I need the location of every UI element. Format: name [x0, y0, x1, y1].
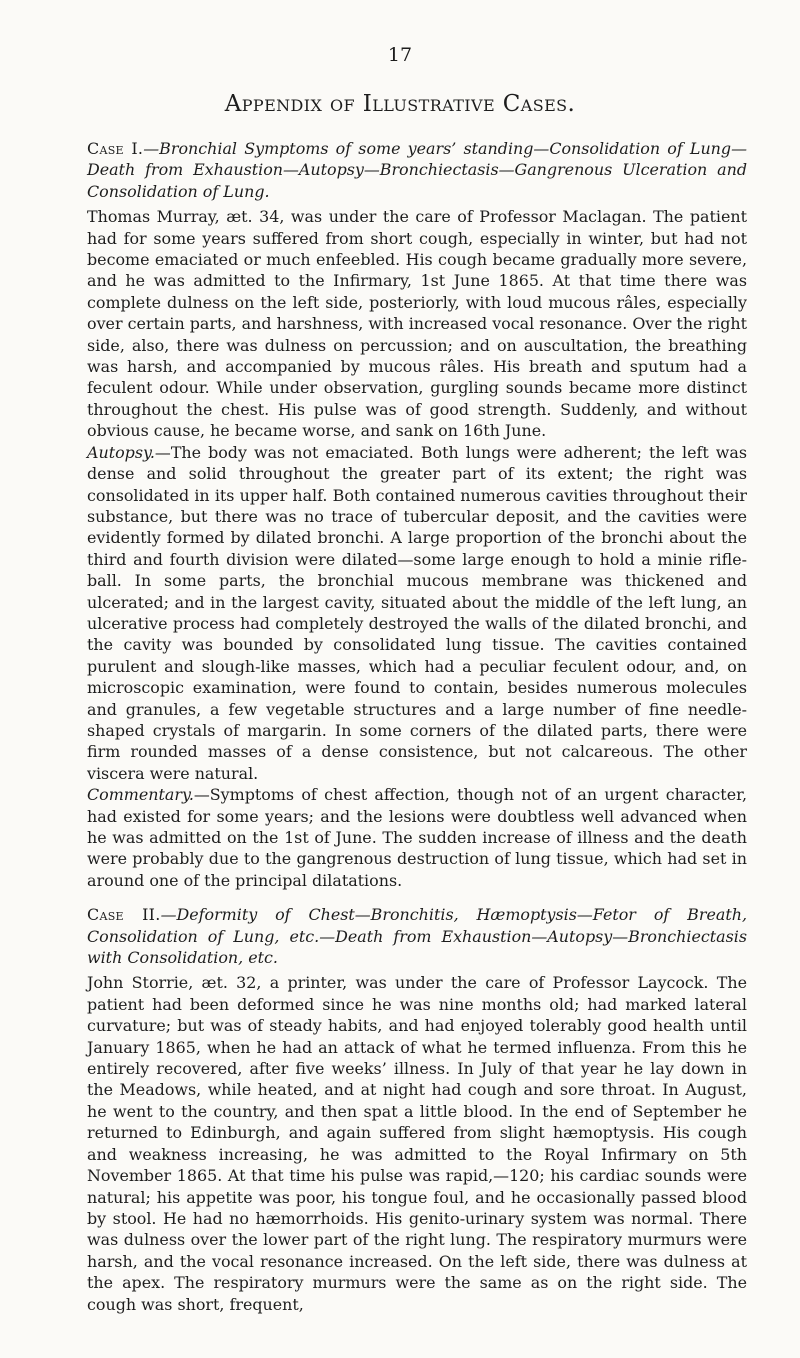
commentary-label: Commentary. [87, 785, 194, 805]
case-title-text: Deformity of Chest—Bronchitis, Hæmoptysis—Fetor of Breath, Consolidation of Lung, etc.—Death from Exhaustion—Autopsy—Bronchiectasis with Consolidation, etc. [87, 905, 747, 968]
case-title: —Bronchial Symptoms of some years’ standing—Consolidation of Lung—Death from Exhaustion—Autopsy—Bronchiectasis—Gangrenous Ulceration and Consolidation of Lung. [87, 139, 747, 201]
autopsy-paragraph [87, 442, 747, 785]
case-2 [87, 904, 747, 1315]
case-history: John Storrie, æt. 32, a printer, was under the care of Professor Laycock. The patient had been deformed since he was nine months old; had marked lateral curvature; but was of steady habits, and had enjoyed tolerably good health until January 1865, when he had an attack of what he termed influenza. From this he entirely recovered, after five weeks’ illness. In July of that year he lay down in the Meadows, while heated, and at night had cough and sore throat. In August, he went to the country, and then spat a little blood. In the end of September he returned to Edinburgh, and again suffered from slight hæmoptysis. His cough and weakness increasing, he was admitted to the Royal Infirmary on 5th November 1865. At that time his pulse was rapid,—120; his cardiac sounds were natural; his appetite was poor, his tongue foul, and he occasionally passed blood by stool. He had no hæmorrhoids. His genito-urinary system was normal. There was dulness over the lower part of the right lung. The respiratory murmurs were harsh, and the vocal resonance increased. On the left side, there was dulness at the apex. The respiratory murmurs were the same as on the right side. The cough was short, frequent, [87, 973, 747, 1314]
page-number: 17 [387, 44, 413, 66]
case-label: Case I. [87, 139, 144, 158]
autopsy-text: —The body was not emaciated. Both lungs were adherent; the left was dense and solid throughout the greater part of its extent; the right was consolidated in its upper half. Both contained numerous cavities throughout their substance, but there was no trace of tubercular deposit, and the cavities were evidently formed by dilated bronchi. A large proportion of the bronchi about the third and fourth division were dilated—some large enough to hold a minie rifle-ball. In some parts, the bronchial mucous membrane was thickened and ulcerated; and in the largest cavity, situated about the middle of the left lung, an ulcerative process had completely destroyed the walls of the dilated bronchi, and the cavity was bounded by consolidated lung tissue. The cavities contained purulent and slough-like masses, which had a peculiar feculent odour, and, on microscopic examination, were found to contain, besides numerous molecules and granules, a few vegetable structures and a large number of fine needle-shaped crystals of margarin. In some corners of the dilated parts, there were firm rounded masses of a dense consistence, but not calcareous. The other viscera were natural. [87, 442, 747, 783]
case-heading [87, 138, 747, 202]
commentary-paragraph [87, 784, 747, 891]
case-heading [87, 904, 747, 968]
case-title: —Deformity of Chest—Bronchitis, Hæmoptysis—Fetor of Breath, Consolidation of Lung, etc.—Death from Exhaustion—Autopsy—Bronchiectasis with Consolidation, etc. [87, 905, 747, 968]
appendix-title: Appendix of Illustrative Cases. [224, 91, 576, 117]
page-body [87, 138, 747, 1328]
case-title-text: Bronchial Symptoms of some years’ standing—Consolidation of Lung—Death from Exhaustion—Autopsy—Bronchiectasis—Gangrenous Ulceration and Consolidation of Lung. [87, 139, 747, 201]
commentary-text: —Symptoms of chest affection, though not of an urgent character, had existed for some years; and the lesions were doubtless well advanced when he was admitted on the 1st of June. The sudden increase of illness and the death were probably due to the gangrenous destruction of lung tissue, which had set in around one of the principal dilatations. [87, 785, 747, 890]
case-label: Case II. [87, 905, 161, 925]
case-1 [87, 138, 747, 891]
case-history: Thomas Murray, æt. 34, was under the care of Professor Maclagan. The patient had for some years suffered from short cough, especially in winter, but had not become emaciated or much enfeebled. His cough became gradually more severe, and he was admitted to the Infirmary, 1st June 1865. At that time there was complete dulness on the left side, posteriorly, with loud mucous râles, especially over certain parts, and harshness, with increased vocal resonance. Over the right side, also, there was dulness on percussion; and on auscultation, the breathing was harsh, and accompanied by mucous râles. His breath and sputum had a feculent odour. While under observation, gurgling sounds became more distinct throughout the chest. His pulse was of good strength. Suddenly, and without obvious cause, he became worse, and sank on 16th June. [87, 207, 747, 441]
autopsy-label: Autopsy. [87, 442, 155, 462]
